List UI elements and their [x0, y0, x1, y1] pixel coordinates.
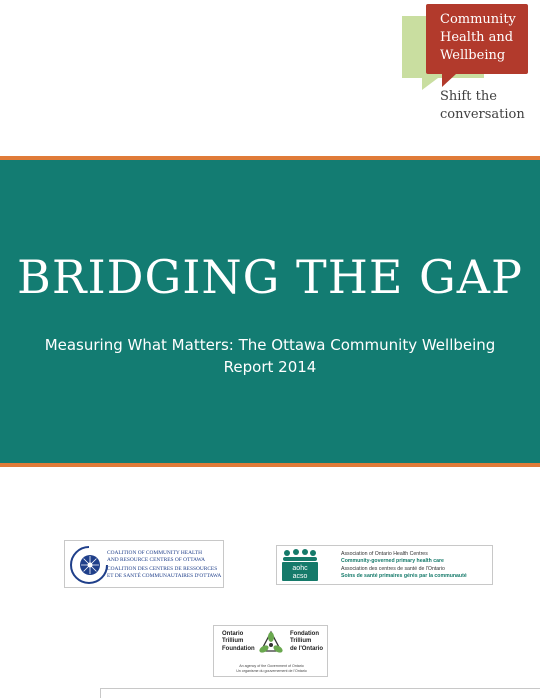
trillium-flower-icon — [258, 629, 284, 657]
aohc-line: Association des centres de santé de l'Ontario — [341, 566, 445, 573]
trillium-foot-line: Un organisme du gouvernement de l'Ontario — [236, 668, 307, 673]
trillium-foundation-logo — [213, 625, 328, 677]
aohc-line: Community-governed primary health care — [341, 557, 444, 564]
subtitle-line: Report 2014 — [223, 358, 317, 376]
community-health-wellbeing-logo — [398, 4, 536, 124]
green-bubble-tail — [422, 78, 438, 90]
aohc-line: Soins de santé primaires gérés par la communauté — [341, 572, 467, 579]
aohc-acronym: aohc — [292, 565, 308, 572]
trillium-foot-line: An agency of the Government of Ontario — [239, 664, 304, 668]
trillium-line: Trillium — [222, 638, 244, 645]
aohc-people-icon — [280, 548, 320, 582]
logo-tagline — [440, 88, 536, 124]
tagline-line: Shift the — [440, 89, 497, 104]
report-subtitle — [30, 334, 510, 378]
coalition-line: COALITION DES CENTRES DE RESSOURCES — [107, 566, 218, 572]
trillium-line: de l'Ontario — [290, 645, 324, 652]
page-edge-line — [100, 688, 540, 689]
coalition-emblem-icon — [67, 543, 111, 587]
coalition-line: AND RESOURCE CENTRES OF OTTAWA — [107, 557, 205, 563]
report-title: BRIDGING THE GAP — [17, 250, 523, 304]
logo-line: Health and — [440, 30, 514, 45]
tagline-line: conversation — [440, 107, 525, 122]
logo-bubble-text — [440, 11, 530, 65]
coalition-line: COALITION OF COMMUNITY HEALTH — [107, 550, 202, 556]
aohc-text — [341, 551, 467, 579]
subtitle-line: Measuring What Matters: The Ottawa Community Wellbeing — [44, 336, 496, 354]
coalition-logo — [64, 540, 224, 588]
logo-line: Wellbeing — [440, 48, 506, 63]
title-band — [0, 160, 540, 463]
acso-acronym: acso — [292, 573, 308, 580]
trillium-left-text — [222, 631, 255, 653]
aohc-line: Association of Ontario Health Centres — [341, 551, 428, 557]
trillium-line: Foundation — [222, 645, 255, 652]
trillium-footnote — [214, 664, 329, 673]
page-edge-line — [100, 688, 101, 698]
orange-rule-bottom — [0, 463, 540, 467]
coalition-text — [107, 550, 221, 580]
trillium-line: Fondation — [290, 631, 319, 637]
red-bubble-tail — [442, 74, 456, 87]
coalition-line: ET DE SANTÉ COMMUNAUTAIRES D'OTTAWA — [107, 573, 222, 579]
logo-line: Community — [440, 12, 516, 27]
trillium-line: Ontario — [222, 631, 244, 637]
trillium-right-text — [290, 631, 323, 653]
aohc-logo — [276, 545, 493, 585]
trillium-line: Trillium — [290, 638, 312, 645]
